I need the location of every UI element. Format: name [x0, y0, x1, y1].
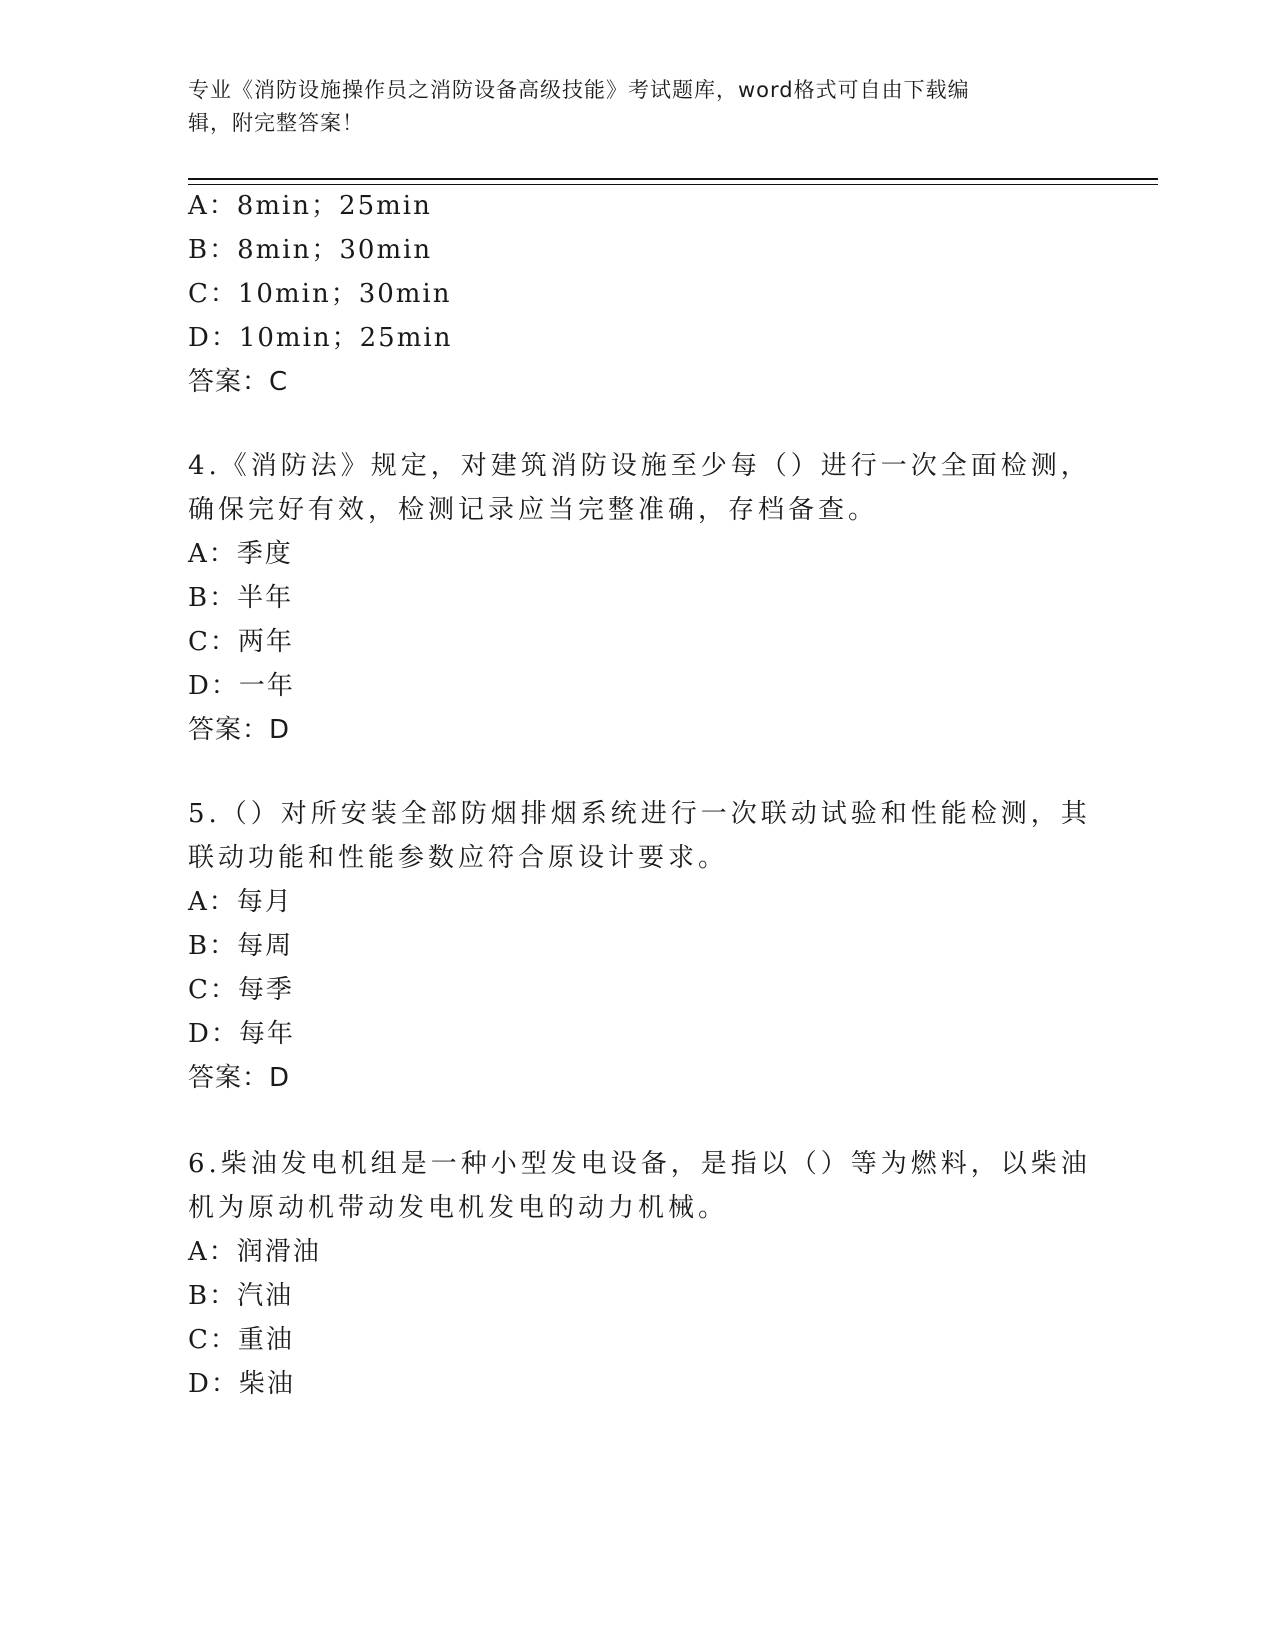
q5-option-a: A：每月 [188, 887, 293, 917]
q5-stem-line-2: 联动功能和性能参数应符合原设计要求。 [188, 843, 729, 873]
header-divider-thick [188, 178, 1158, 180]
q6-option-c: C：重油 [188, 1325, 294, 1355]
q6-stem-line-1: 6.柴油发电机组是一种小型发电设备，是指以（）等为燃料，以柴油 [188, 1149, 1091, 1179]
q3-option-d: D：10min；25min [188, 323, 453, 353]
document-header [188, 74, 1068, 140]
q4-stem-line-2: 确保完好有效，检测记录应当完整准确，存档备查。 [188, 495, 879, 525]
q5-option-b: B：每周 [188, 931, 294, 961]
header-line-2: 辑，附完整答案！ [188, 111, 364, 135]
q4-option-a: A：季度 [188, 539, 293, 569]
q6-option-d: D：柴油 [188, 1369, 295, 1399]
q4-stem-line-1: 4.《消防法》规定，对建筑消防设施至少每（）进行一次全面检测， [188, 451, 1091, 481]
q5-option-c: C：每季 [188, 975, 294, 1005]
q4-option-b: B：半年 [188, 583, 294, 613]
q3-option-a: A：8min；25min [188, 191, 432, 221]
header-divider-thin [188, 184, 1158, 185]
q5-option-d: D：每年 [188, 1019, 295, 1049]
q4-answer: 答案：D [188, 715, 291, 745]
q4-option-c: C：两年 [188, 627, 294, 657]
q5-stem-line-1: 5.（）对所安装全部防烟排烟系统进行一次联动试验和性能检测，其 [188, 799, 1091, 829]
q6-stem-line-2: 机为原动机带动发电机发电的动力机械。 [188, 1193, 729, 1223]
q3-option-c: C：10min；30min [188, 279, 452, 309]
q6-option-b: B：汽油 [188, 1281, 294, 1311]
q6-option-a: A：润滑油 [188, 1237, 321, 1267]
header-line-1: 专业《消防设施操作员之消防设备高级技能》考试题库，word格式可自由下载编 [188, 78, 970, 102]
q3-answer: 答案：C [188, 367, 289, 397]
q4-option-d: D：一年 [188, 671, 295, 701]
q5-answer: 答案：D [188, 1063, 291, 1093]
q3-option-b: B：8min；30min [188, 235, 433, 265]
